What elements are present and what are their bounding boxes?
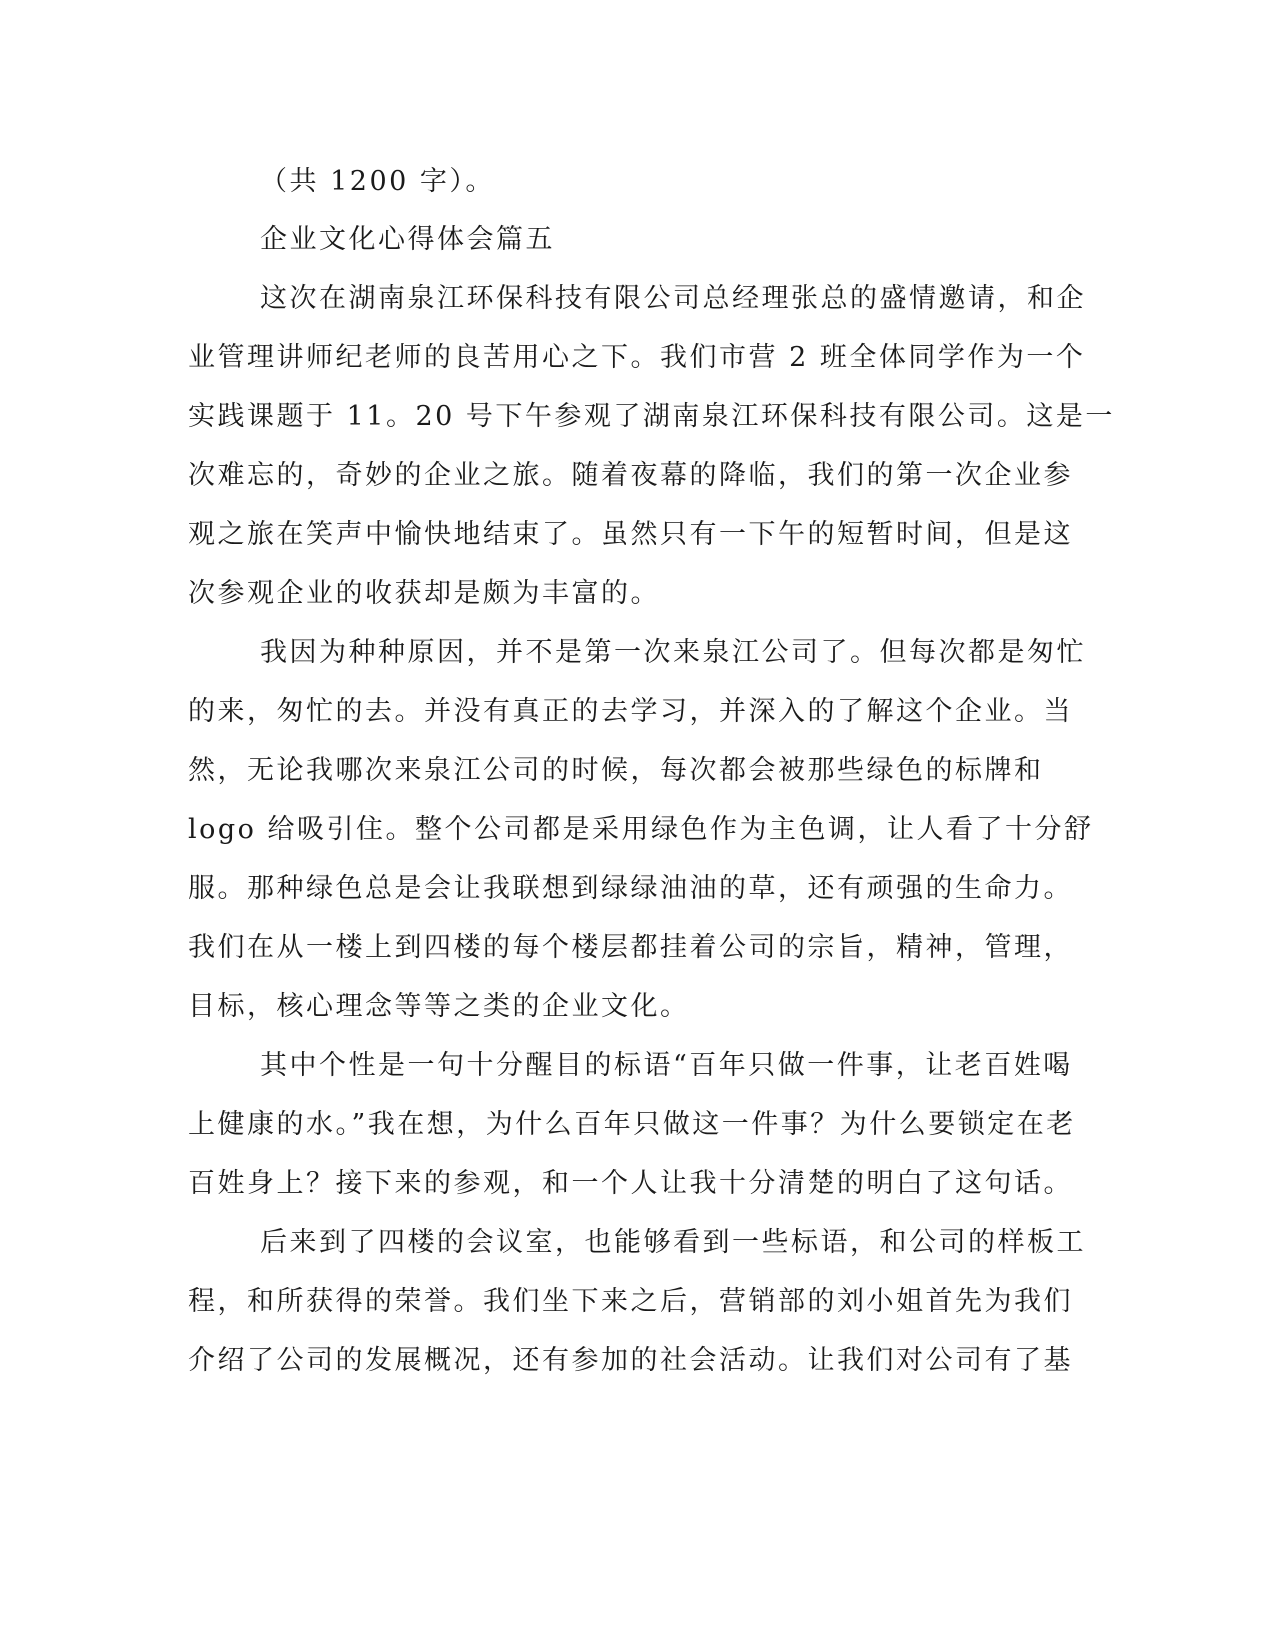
paragraph-1-line-3: 实践课题于 11。20 号下午参观了湖南泉江环保科技有限公司。这是一 bbox=[188, 401, 1115, 432]
paragraph-1-line-1: 这次在湖南泉江环保科技有限公司总经理张总的盛情邀请，和企 bbox=[260, 283, 1086, 314]
section-title: 企业文化心得体会篇五 bbox=[260, 224, 555, 255]
paragraph-2-line-7: 目标，核心理念等等之类的企业文化。 bbox=[188, 991, 690, 1022]
paragraph-4-line-3: 介绍了公司的发展概况，还有参加的社会活动。让我们对公司有了基 bbox=[188, 1345, 1073, 1376]
paragraph-2-line-2: 的来，匆忙的去。并没有真正的去学习，并深入的了解这个企业。当 bbox=[188, 696, 1073, 727]
paragraph-1-line-2: 业管理讲师纪老师的良苦用心之下。我们市营 2 班全体同学作为一个 bbox=[188, 342, 1086, 373]
paragraph-2-line-4: logo 给吸引住。整个公司都是采用绿色作为主色调，让人看了十分舒 bbox=[188, 814, 1094, 845]
paragraph-2-line-6: 我们在从一楼上到四楼的每个楼层都挂着公司的宗旨，精神，管理， bbox=[188, 932, 1073, 963]
paragraph-4-line-2: 程，和所获得的荣誉。我们坐下来之后，营销部的刘小姐首先为我们 bbox=[188, 1286, 1073, 1317]
paragraph-1-line-4: 次难忘的，奇妙的企业之旅。随着夜幕的降临，我们的第一次企业参 bbox=[188, 460, 1073, 491]
paragraph-3-line-2: 上健康的水。”我在想，为什么百年只做这一件事？为什么要锁定在老 bbox=[188, 1109, 1076, 1140]
paragraph-4-line-1: 后来到了四楼的会议室，也能够看到一些标语，和公司的样板工 bbox=[260, 1227, 1086, 1258]
paragraph-1-line-5: 观之旅在笑声中愉快地结束了。虽然只有一下午的短暂时间，但是这 bbox=[188, 519, 1073, 550]
paragraph-3-line-1: 其中个性是一句十分醒目的标语“百年只做一件事，让老百姓喝 bbox=[260, 1050, 1073, 1081]
paragraph-3-line-3: 百姓身上？接下来的参观，和一个人让我十分清楚的明白了这句话。 bbox=[188, 1168, 1073, 1199]
paragraph-1-line-6: 次参观企业的收获却是颇为丰富的。 bbox=[188, 578, 660, 609]
paragraph-2-line-5: 服。那种绿色总是会让我联想到绿绿油油的草，还有顽强的生命力。 bbox=[188, 873, 1073, 904]
paragraph-2-line-1: 我因为种种原因，并不是第一次来泉江公司了。但每次都是匆忙 bbox=[260, 637, 1086, 668]
word-count-note: （共 1200 字）。 bbox=[260, 166, 495, 197]
paragraph-2-line-3: 然，无论我哪次来泉江公司的时候，每次都会被那些绿色的标牌和 bbox=[188, 755, 1044, 786]
